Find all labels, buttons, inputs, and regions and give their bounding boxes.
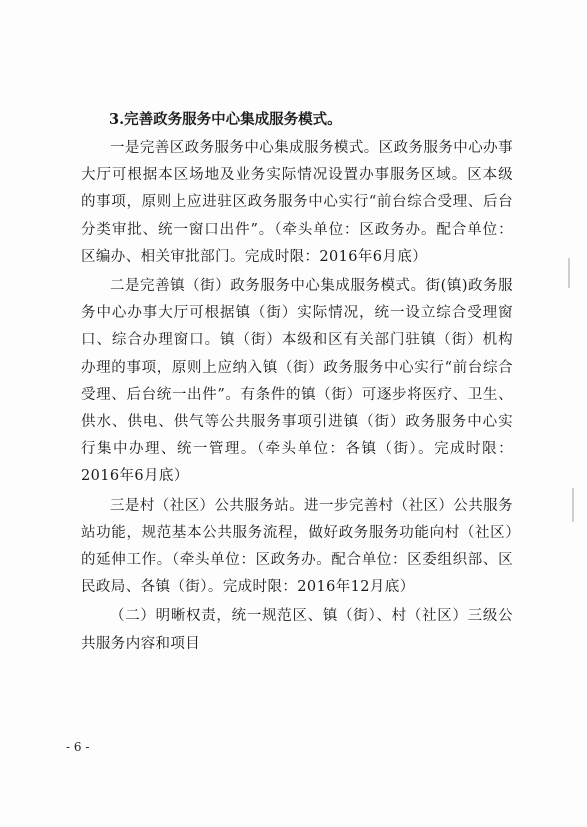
paragraph-district: 一是完善区政务服务中心集成服务模式。区政务服务中心办事大厅可根据本区场地及业务实际情况设置办事服务区域。区本级的事项，原则上应进驻区政务服务中心实行“前台综合受理、后台分类审批、统一窗口出件”。（牵头单位：区政务办。配合单位：区编办、相关审批部门。完成时限：2016年6月底） <box>81 140 513 265</box>
paragraph-village: 三是村（社区）公共服务站。进一步完善村（社区）公共服务站功能，规范基本公共服务流程，做好政务服务功能向村（社区）的延伸工作。（牵头单位：区政务办。配合单位：区委组织部、区民政局、各镇（街）。完成时限：2016年12月底） <box>81 497 513 596</box>
section-heading: 3.完善政务服务中心集成服务模式。 <box>109 111 342 128</box>
scan-margin-mark <box>572 488 574 522</box>
document-body <box>81 106 513 658</box>
paragraph-town: 二是完善镇（街）政务服务中心集成服务模式。街(镇)政务服务中心办事大厅可根据镇（街）实际情况，统一设立综合受理窗口、综合办理窗口。镇（街）本级和区有关部门驻镇（街）机构办理的事项，原则上应纳入镇（街）政务服务中心实行“前台综合受理、后台统一出件”。有条件的镇（街）可逐步将医疗、卫生、供水、供电、供气等公共服务事项引进镇（街）政务服务中心实行集中办理、统一管理。（牵头单位：各镇（街）。完成时限：2016年6月底） <box>81 278 513 485</box>
paragraph-subsection: （二）明晰权责，统一规范区、镇（街）、村（社区）三级公共服务内容和项目 <box>81 608 513 652</box>
page-number: - 6 - <box>66 740 90 754</box>
scan-margin-mark <box>568 258 570 288</box>
